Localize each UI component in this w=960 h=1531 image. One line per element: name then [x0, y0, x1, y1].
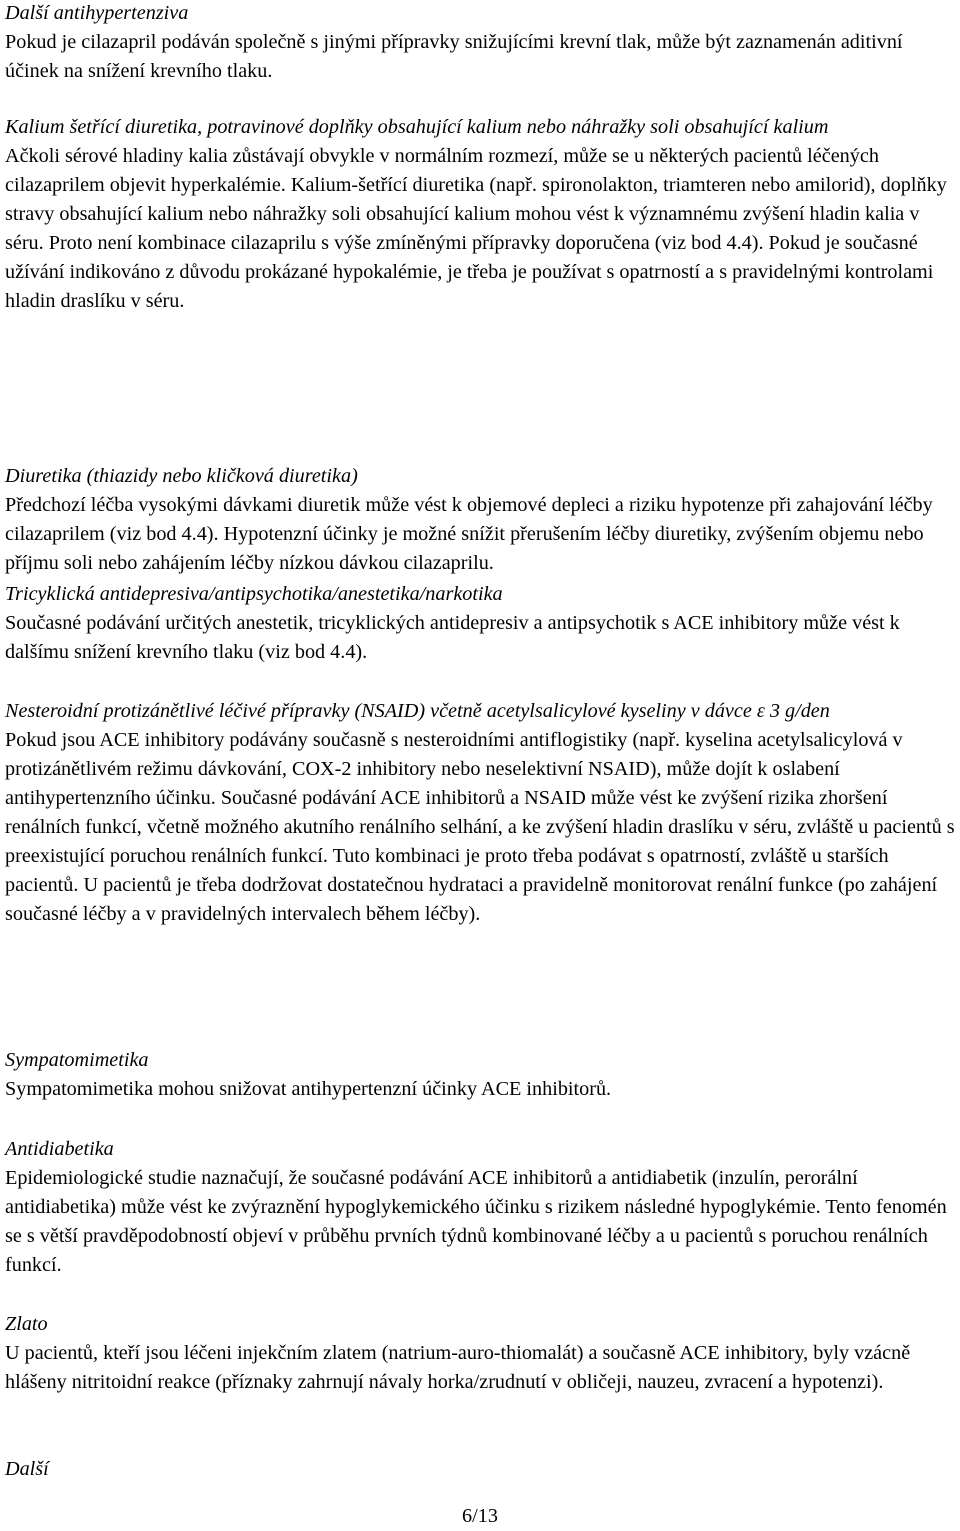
section-heading: Další antihypertenziva	[5, 2, 189, 24]
section-heading: Tricyklická antidepresiva/antipsychotika/anestetika/narkotika	[5, 583, 503, 605]
section-heading: Další	[5, 1458, 49, 1480]
section-diuretics	[5, 462, 957, 578]
section-heading: Sympatomimetika	[5, 1049, 149, 1071]
section-paragraph: Epidemiologické studie naznačují, že současné podávání ACE inhibitorů a antidiabetik (inzulín, perorální antidiabetika) může vést ke zvýraznění hypoglykemického účinku s rizikem následné hypoglykémie. Tento fenomén se s větší pravděpodobností objeví v průběhu prvních týdnů kombinované léčby a u pacientů s poruchou renálních funkcí.	[5, 1167, 947, 1276]
section-paragraph: Sympatomimetika mohou snižovat antihypertenzní účinky ACE inhibitorů.	[5, 1078, 612, 1100]
section-paragraph: Předchozí léčba vysokými dávkami diuretik může vést k objemové depleci a riziku hypotenze při zahajování léčby cilazaprilem (viz bod 4.4). Hypotenzní účinky je možné snížit přerušením léčby diuretiky, zvýšením objemu nebo příjmu soli nebo zahájením léčby nízkou dávkou cilazaprilu.	[5, 494, 933, 574]
section-potassium-sparing-diuretics	[5, 113, 957, 316]
section-sympathomimetics	[5, 1046, 957, 1104]
section-other-antihypertensives	[5, 0, 957, 86]
section-heading: Antidiabetika	[5, 1138, 114, 1160]
section-nsaid	[5, 697, 957, 929]
section-gold	[5, 1310, 957, 1397]
section-paragraph: Pokud je cilazapril podáván společně s jinými přípravky snižujícími krevní tlak, může být zaznamenán aditivní účinek na snížení krevního tlaku.	[5, 31, 903, 82]
section-heading: Diuretika (thiazidy nebo kličková diuretika)	[5, 465, 358, 487]
section-paragraph: Současné podávání určitých anestetik, tricyklických antidepresiv a antipsychotik s ACE inhibitory může vést k dalšímu snížení krevního tlaku (viz bod 4.4).	[5, 612, 900, 663]
section-paragraph: Pokud jsou ACE inhibitory podávány současně s nesteroidními antiflogistiky (např. kyselina acetylsalicylová v protizánětlivém režimu dávkování, COX-2 inhibitory nebo neselektivní NSAID), může dojít k oslabení antihypertenzního účinku. Současné podávání ACE inhibitorů a NSAID může vést ke zvýšení rizika zhoršení renálních funkcí, včetně možného akutního renálního selhání, a ke zvýšení hladin draslíku v séru, zvláště u pacientů s preexistující poruchou renálních funkcí. Tuto kombinaci je proto třeba podávat s opatrností, zvláště u starších pacientů. U pacientů je třeba dodržovat dostatečnou hydrataci a pravidelně monitorovat renální funkce (po zahájení současné léčby a v pravidelných intervalech během léčby).	[5, 729, 955, 925]
section-heading: Nesteroidní protizánětlivé léčivé přípravky (NSAID) včetně acetylsalicylové kyseliny v dávce ε 3 g/den	[5, 700, 830, 722]
section-antidiabetics	[5, 1135, 957, 1280]
section-heading: Zlato	[5, 1313, 48, 1335]
section-tricyclic-antidepressants	[5, 580, 957, 667]
section-heading: Kalium šetřící diuretika, potravinové doplňky obsahující kalium nebo náhražky soli obsahující kalium	[5, 116, 829, 138]
section-paragraph: U pacientů, kteří jsou léčeni injekčním zlatem (natrium-auro-thiomalát) a současně ACE inhibitory, byly vzácně hlášeny nitritoidní reakce (příznaky zahrnují návaly horka/zrudnutí v obličeji, nauzeu, zvracení a hypotenzi).	[5, 1342, 911, 1393]
section-paragraph: Ačkoli sérové hladiny kalia zůstávají obvykle v normálním rozmezí, může se u některých pacientů léčených cilazaprilem objevit hyperkalémie. Kalium-šetřící diuretika (např. spironolakton, triamteren nebo amilorid), doplňky stravy obsahující kalium nebo náhražky soli obsahující kalium mohou vést k významnému zvýšení hladin kalia v séru. Proto není kombinace cilazaprilu s výše zmíněnými přípravky doporučena (viz bod 4.4). Pokud je současné užívání indikováno z důvodu prokázané hypokalémie, je třeba je používat s opatrností a s pravidelnými kontrolami hladin draslíku v séru.	[5, 145, 947, 312]
section-other	[5, 1455, 957, 1484]
page-number: 6/13	[462, 1505, 498, 1527]
